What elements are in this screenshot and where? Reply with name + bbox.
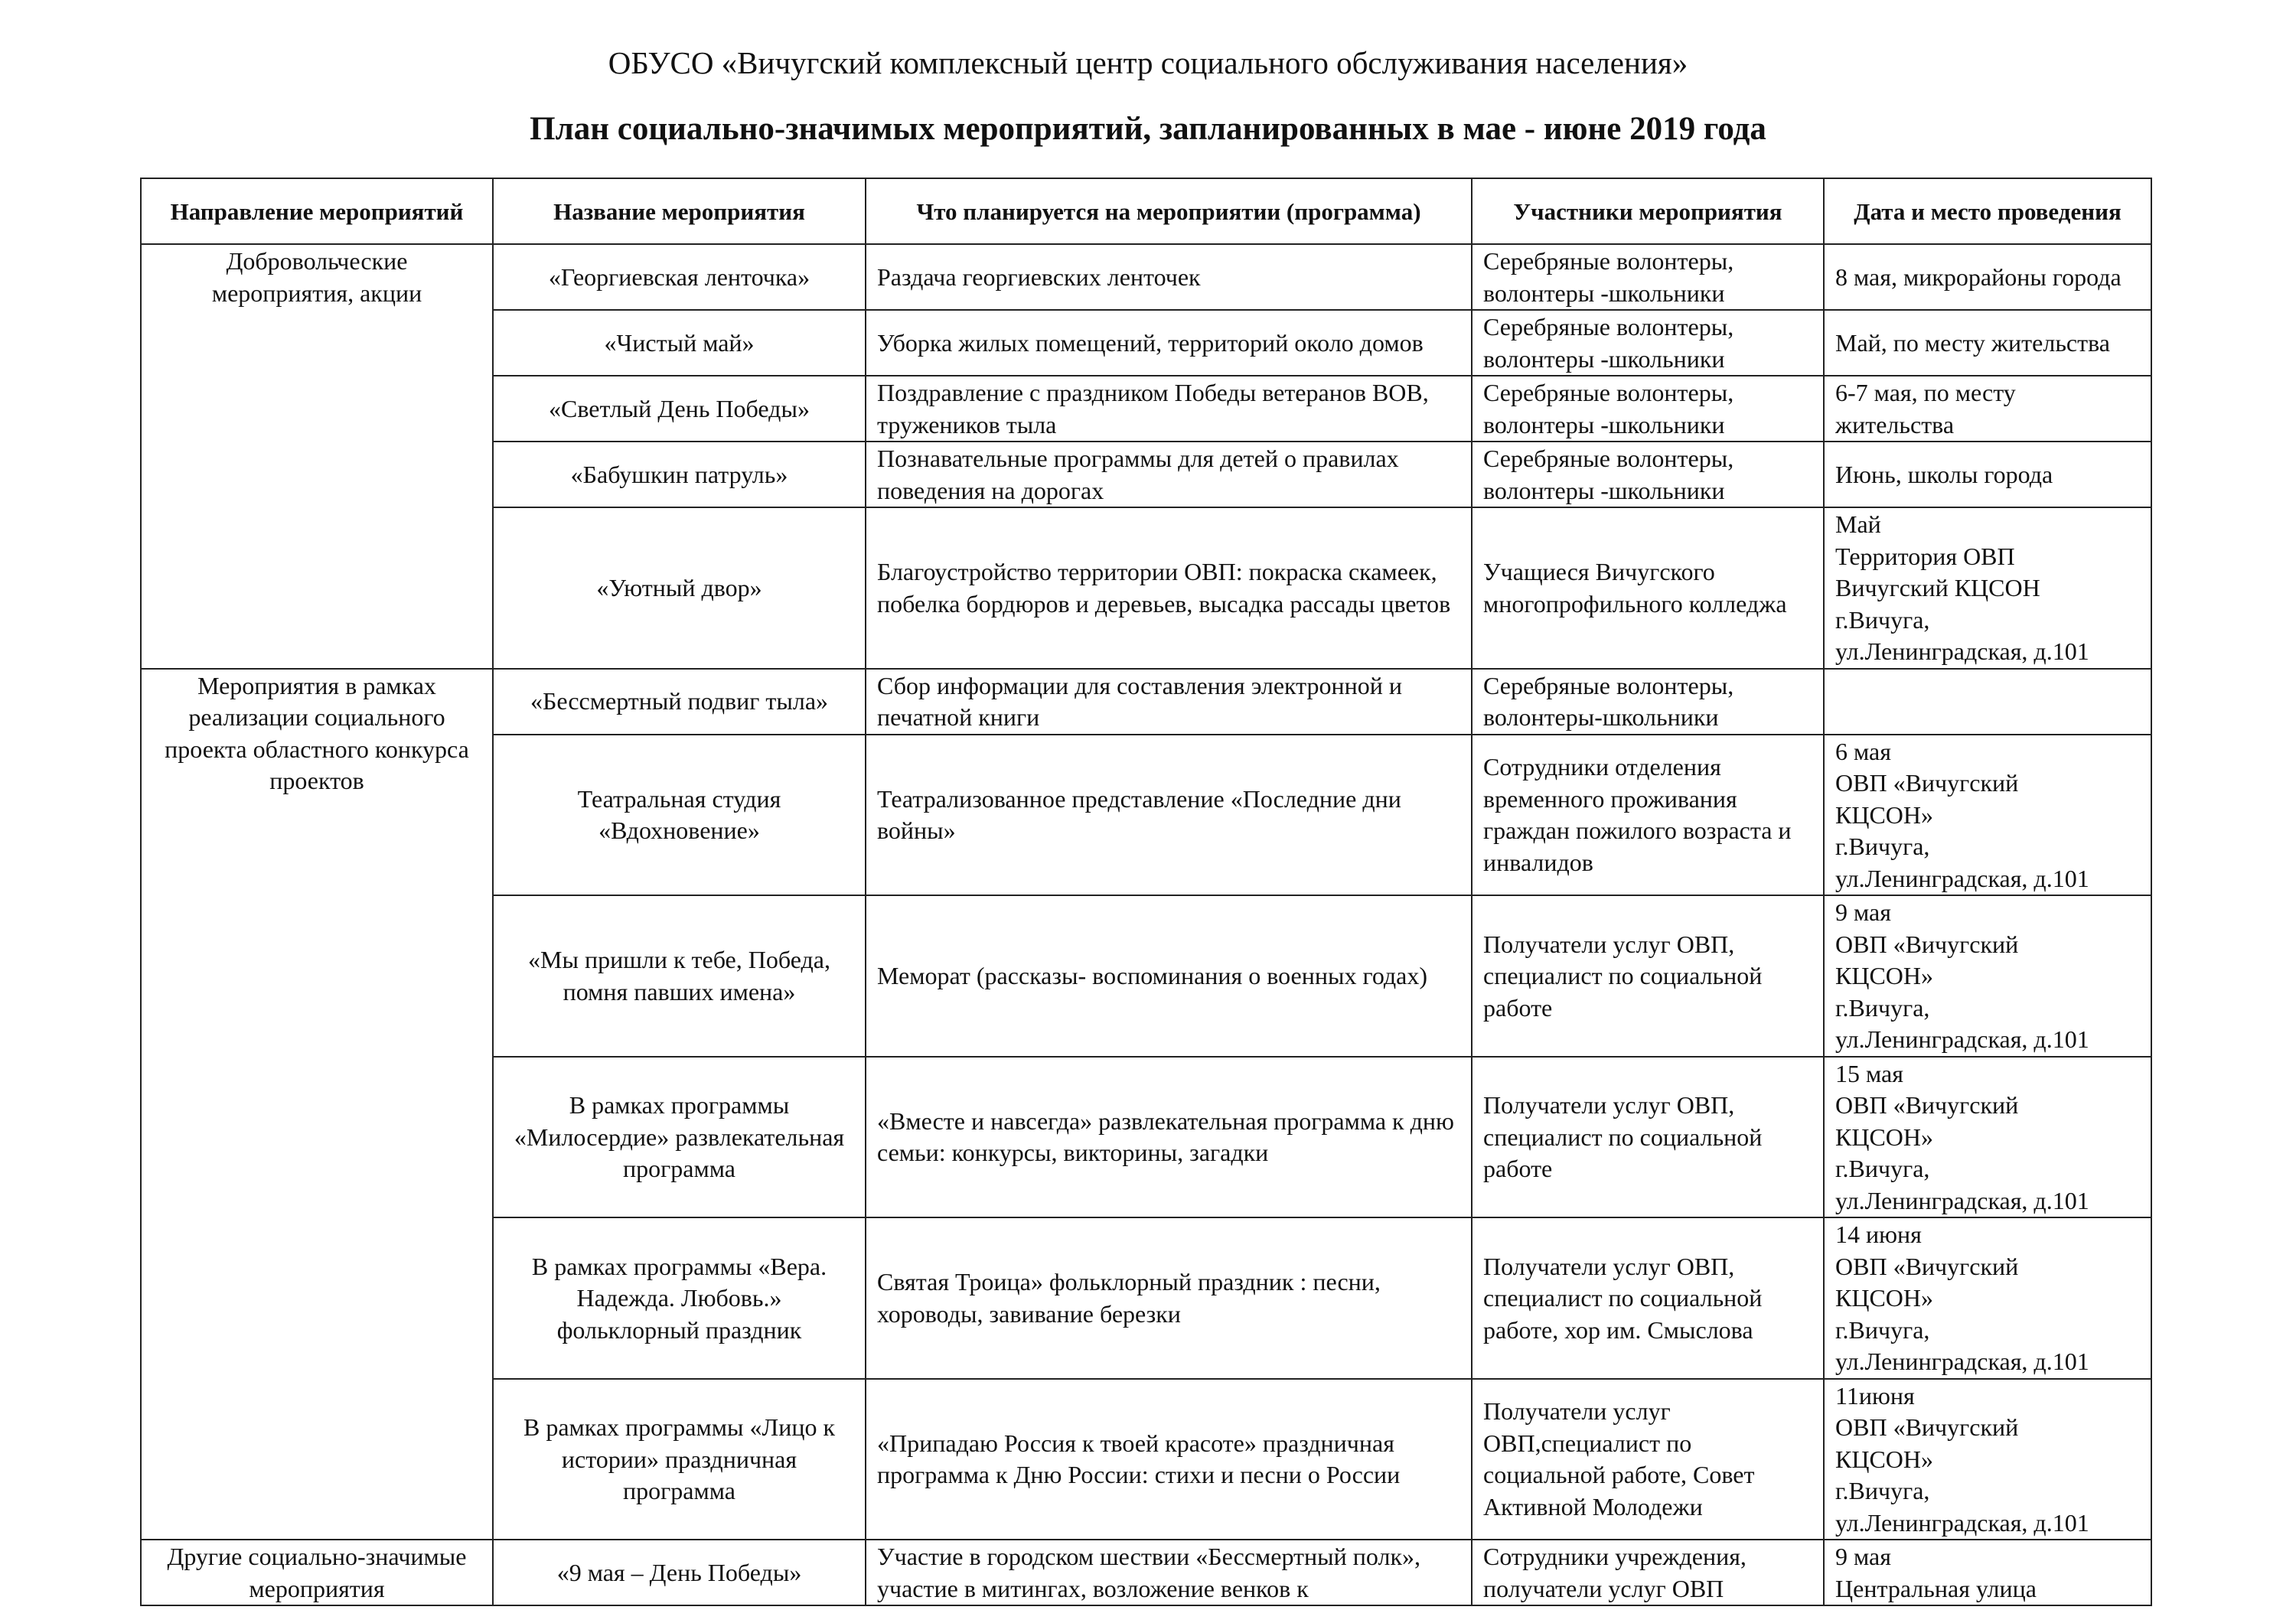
participants-cell: Сотрудники отделения временного проживания граждан пожилого возраста и инвалидов — [1472, 735, 1824, 896]
table-row — [141, 1540, 2151, 1605]
program-cell: Участие в городском шествии «Бессмертный полк», участие в митингах, возложение венков к — [866, 1540, 1472, 1605]
event-name-cell: Театральная студия «Вдохновение» — [493, 735, 866, 896]
participants-cell: Получатели услуг ОВП, специалист по социальной работе — [1472, 1057, 1824, 1218]
events-plan-table — [140, 178, 2152, 1606]
column-header-date-place: Дата и место проведения — [1824, 178, 2151, 244]
direction-cell-social-project: Мероприятия в рамках реализации социального проекта областного конкурса проектов — [141, 669, 493, 1540]
date-place-cell: Май Территория ОВП Вичугский КЦСОН г.Вичуга, ул.Ленинградская, д.101 — [1824, 507, 2151, 669]
table-row — [141, 669, 2151, 735]
date-place-cell: 8 мая, микрорайоны города — [1824, 244, 2151, 310]
column-header-program: Что планируется на мероприятии (программа) — [866, 178, 1472, 244]
event-name-cell: «Светлый День Победы» — [493, 376, 866, 442]
participants-cell: Получатели услуг ОВП, специалист по социальной работе, хор им. Смыслова — [1472, 1217, 1824, 1379]
direction-cell-other: Другие социально-значимые мероприятия — [141, 1540, 493, 1605]
date-place-cell: 14 июня ОВП «Вичугский КЦСОН» г.Вичуга, ул.Ленинградская, д.101 — [1824, 1217, 2151, 1379]
date-place-cell: 9 мая Центральная улица — [1824, 1540, 2151, 1605]
direction-cell-volunteer: Добровольческие мероприятия, акции — [141, 244, 493, 669]
program-cell: Святая Троица» фольклорный праздник : песни, хороводы, завивание березки — [866, 1217, 1472, 1379]
program-cell: Меморат (рассказы- воспоминания о военных годах) — [866, 895, 1472, 1057]
date-place-cell: 6 мая ОВП «Вичугский КЦСОН» г.Вичуга, ул.Ленинградская, д.101 — [1824, 735, 2151, 896]
program-cell: «Припадаю Россия к твоей красоте» праздничная программа к Дню России: стихи и песни о России — [866, 1379, 1472, 1540]
table-header-row — [141, 178, 2151, 244]
date-place-cell: Июнь, школы города — [1824, 442, 2151, 507]
event-name-cell: «Чистый май» — [493, 310, 866, 376]
event-name-cell: В рамках программы «Лицо к истории» праздничная программа — [493, 1379, 866, 1540]
participants-cell: Получатели услуг ОВП, специалист по социальной работе — [1472, 895, 1824, 1057]
table-row — [141, 244, 2151, 310]
plan-title: План социально-значимых мероприятий, запланированных в мае - июне 2019 года — [530, 111, 1766, 147]
program-cell: Раздача георгиевских ленточек — [866, 244, 1472, 310]
program-cell: Уборка жилых помещений, территорий около домов — [866, 310, 1472, 376]
program-cell: Поздравление с праздником Победы ветеранов ВОВ, тружеников тыла — [866, 376, 1472, 442]
program-cell: «Вместе и навсегда» развлекательная программа к дню семьи: конкурсы, викторины, загадки — [866, 1057, 1472, 1218]
participants-cell: Серебряные волонтеры, волонтеры -школьники — [1472, 244, 1824, 310]
participants-cell: Получатели услуг ОВП,специалист по социальной работе, Совет Активной Молодежи — [1472, 1379, 1824, 1540]
program-cell: Познавательные программы для детей о правилах поведения на дорогах — [866, 442, 1472, 507]
column-header-direction: Направление мероприятий — [141, 178, 493, 244]
event-name-cell: «Мы пришли к тебе, Победа, помня павших имена» — [493, 895, 866, 1057]
event-name-cell: «Бабушкин патруль» — [493, 442, 866, 507]
program-cell: Благоустройство территории ОВП: покраска скамеек, побелка бордюров и деревьев, высадка рассады цветов — [866, 507, 1472, 669]
date-place-cell: 6-7 мая, по месту жительства — [1824, 376, 2151, 442]
event-name-cell: «Бессмертный подвиг тыла» — [493, 669, 866, 735]
participants-cell: Учащиеся Вичугского многопрофильного колледжа — [1472, 507, 1824, 669]
participants-cell: Серебряные волонтеры, волонтеры -школьники — [1472, 442, 1824, 507]
column-header-participants: Участники мероприятия — [1472, 178, 1824, 244]
event-name-cell: В рамках программы «Вера. Надежда. Любовь.» фольклорный праздник — [493, 1217, 866, 1379]
event-name-cell: «9 мая – День Победы» — [493, 1540, 866, 1605]
participants-cell: Сотрудники учреждения, получатели услуг ОВП — [1472, 1540, 1824, 1605]
event-name-cell: «Георгиевская ленточка» — [493, 244, 866, 310]
program-cell: Театрализованное представление «Последние дни войны» — [866, 735, 1472, 896]
date-place-cell: Май, по месту жительства — [1824, 310, 2151, 376]
date-place-cell: 15 мая ОВП «Вичугский КЦСОН» г.Вичуга, ул.Ленинградская, д.101 — [1824, 1057, 2151, 1218]
event-name-cell: «Уютный двор» — [493, 507, 866, 669]
date-place-cell: 9 мая ОВП «Вичугский КЦСОН» г.Вичуга, ул.Ленинградская, д.101 — [1824, 895, 2151, 1057]
participants-cell: Серебряные волонтеры, волонтеры -школьники — [1472, 310, 1824, 376]
organization-title: ОБУСО «Вичугский комплексный центр социального обслуживания населения» — [608, 45, 1688, 80]
participants-cell: Серебряные волонтеры, волонтеры -школьники — [1472, 376, 1824, 442]
program-cell: Сбор информации для составления электронной и печатной книги — [866, 669, 1472, 735]
date-place-cell — [1824, 669, 2151, 735]
date-place-cell: 11июня ОВП «Вичугский КЦСОН» г.Вичуга, ул.Ленинградская, д.101 — [1824, 1379, 2151, 1540]
event-name-cell: В рамках программы «Милосердие» развлекательная программа — [493, 1057, 866, 1218]
column-header-event-name: Название мероприятия — [493, 178, 866, 244]
participants-cell: Серебряные волонтеры, волонтеры-школьники — [1472, 669, 1824, 735]
